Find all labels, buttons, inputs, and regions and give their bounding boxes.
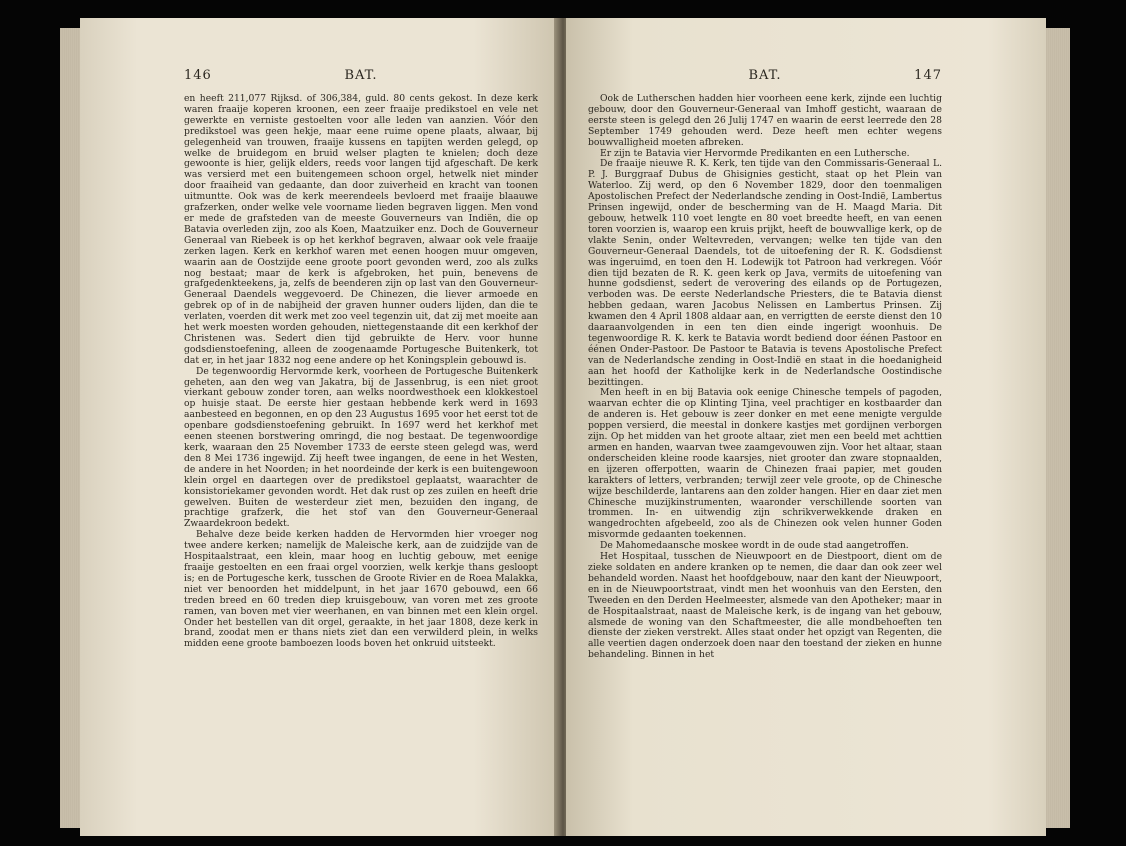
paragraph: De Mahomedaansche moskee wordt in de oude stad aangetroffen.: [600, 540, 909, 552]
page-number: 147: [914, 68, 942, 83]
left-page-header: [184, 68, 538, 88]
page-number: 146: [184, 68, 212, 83]
right-page-text: [588, 94, 942, 661]
paragraph: Behalve deze beide kerken hadden de Hervormden hier vroeger nog twee andere kerken; namelijk de Maleische kerk, aan de zuidzijde van de Hospitaalstraat, een klein, maar hoog en luchtig gebouw, met eenige fraaije gestoelten en een fraai orgel voorzien, welk kerkje thans gesloopt is; en de Portugesche kerk, tusschen de Groote Rivier en de Roea Malakka, niet ver benoorden het middelpunt, in het jaar 1670 gebouwd, een 66 treden breed en 60 treden diep kruisgebouw, van voren met zes groote ramen, van boven met vier weerhanen, en van binnen met een klein orgel. Onder het bestellen van dit orgel, geraakte, in het jaar 1808, deze kerk in brand, zoodat men er thans niets ziet dan een verwilderd plein, in welks midden eene groote bamboezen loods boven het onkruid uitsteekt.: [184, 529, 538, 650]
running-head: BAT.: [748, 68, 782, 83]
left-page: [80, 18, 560, 836]
paragraph: Ook de Lutherschen hadden hier voorheen eene kerk, zijnde een luchtig gebouw, door den Gouverneur-Generaal van Imhoff gesticht, waaraan de eerste steen is gelegd den 26 Julij 1747 en waarin de eerst leerrede den 28 September 1749 gehouden werd. Deze heeft men echter wegens bouwvalligheid moeten afbreken.: [588, 93, 942, 148]
left-page-text: [184, 94, 538, 650]
paragraph: De tegenwoordig Hervormde kerk, voorheen de Portugesche Buitenkerk geheten, aan den weg van Jakatra, bij de Jassenbrug, is een niet groot vierkant gebouw zonder toren, aan welks noordwesthoek een klokkestoel op huisje staat. De eerste hier gestaan hebbende kerk werd in 1693 aanbesteed en begonnen, en op den 23 Augustus 1695 voor het eerst tot de openbare godsdienstoefening gebruikt. In 1697 werd het kerkhof met eenen steenen borstwering omringd, die nog bestaat. De tegenwoordige kerk, waaraan den 25 November 1733 de eerste steen gelegd was, werd den 8 Mei 1736 ingewijd. Zij heeft twee ingangen, de eene in het Westen, de andere in het Noorden; in het noordeinde der kerk is een buitengewoon klein orgel en daartegen over de predikstoel geplaatst, waarachter de konsistoriekamer gevonden wordt. Het dak rust op zes zuilen en heeft drie gewelven. Buiten de westerdeur ziet men, bezuiden den ingang, de prachtige grafzerk, die het stof van den Gouverneur-Generaal Zwaardekroon bedekt.: [184, 365, 538, 530]
right-page: [566, 18, 1046, 836]
open-book: [60, 18, 1070, 836]
paragraph: en heeft 211,077 Rijksd. of 306,384, guld. 80 cents gekost. In deze kerk waren fraaije koperen kroonen, een zeer fraaije predikstoel en vele net gewerkte en verniste gestoelten voor alle leden van aanzien. Vóór den predikstoel was geen hekje, maar eene ruime opene plaats, alwaar, bij gelegenheid van trouwen, fraaije kussens en tapijten werden gelegd, op welke de bruidegom en bruid welser plagten te knielen; doch deze gewoonte is hier, gelijk elders, reeds voor langen tijd afgeschaft. De kerk was versierd met een buitengemeen schoon orgel, hetwelk niet minder door fraaiheid van gedaante, dan door zuiverheid en kracht van toonen uitmuntte. Ook was de kerk meerendeels bevloerd met fraaije blaauwe grafzerken, onder welke vele voorname lieden begraven liggen. Men vond er mede de grafsteden van de meeste Gouverneurs van Indiën, die op Batavia overleden zijn, zoo als Koen, Maatzuiker enz. Doch de Gouverneur Generaal van Riebeek is op het kerkhof begraven, alwaar ook vele fraaije zerken lagen. Kerk en kerkhof waren met eenen hoogen muur omgeven, waarin aan de Oostzijde eene groote poort gevonden werd, zoo als zulks nog bestaat; maar de kerk is afgebroken, het puin, benevens de grafgedenkteekens, ja, zelfs de beenderen zijn op last van den Gouverneur-Generaal Daendels weggevoerd. De Chinezen, die liever armoede en gebrek op of in de nabijheid der graven hunner ouders lijden, dan die te verlaten, voerden dit werk met zoo veel tegenzin uit, dat zij met moeite aan het werk moesten worden gehouden, niettegenstaande dit een kerkhof der Christenen was. Sedert dien tijd gebruikte de Herv. voor hunne godsdienstoefening, alleen de zoogenaamde Portugesche Buitenkerk, tot dat er, in het jaar 1832 nog eene andere op het Koningsplein gebouwd is.: [184, 93, 538, 366]
right-page-header: [588, 68, 942, 88]
paragraph: Men heeft in en bij Batavia ook eenige Chinesche tempels of pagoden, waarvan echter die op Klinting Tjina, veel prachtiger en kostbaarder dan de anderen is. Het gebouw is zeer donker en met eene menigte vergulde poppen versierd, die meestal in donkere kastjes met gordijnen verborgen zijn. Op het midden van het groote altaar, ziet men een beeld met achttien armen en handen, waarvan twee zaamgevouwen zijn. Voor het altaar, staan onderscheiden kleine roode kaarsjes, niet grooter dan zware stopnaalden, en ijzeren offerpotten, waarin de Chinezen fraai papier, met gouden karakters of letters, verbranden; terwijl zeer vele groote, op de Chinesche wijze beschilderde, lantarens aan den zolder hangen. Hier en daar ziet men Chinesche muzijkinstrumenten, waaronder verschillende soorten van trommen. In- en uitwendig zijn schrikverwekkende draken en wangedrochten afgebeeld, zoo als de Chinezen ook velen hunner Goden misvormde gedaanten toekennen.: [588, 387, 942, 541]
paragraph: Het Hospitaal, tusschen de Nieuwpoort en de Diestpoort, dient om de zieke soldaten en andere kranken op te nemen, die daar dan ook zeer wel behandeld worden. Naast het hoofdgebouw, naar den kant der Nieuwpoort, en in de Nieuwpoortstraat, vindt men het woonhuis van den Eersten, den Tweeden en den Derden Heelmeester, alsmede van den Apotheker; maar in de Hospitaalstraat, naast de Maleische kerk, is de ingang van het gebouw, alsmede de woning van den Schaftmeester, die alle mondbehoeften ten dienste der zieken verstrekt. Alles staat onder het opzigt van Regenten, die alle veertien dagen onderzoek doen naar den toestand der zieken en hunne behandeling. Binnen in het: [588, 551, 942, 661]
running-head: BAT.: [344, 68, 378, 83]
paragraph: Er zijn te Batavia vier Hervormde Predikanten en een Luthersche.: [600, 147, 910, 159]
paragraph: De fraaije nieuwe R. K. Kerk, ten tijde van den Commissaris-Generaal L. P. J. Burggraaf Dubus de Ghisignies gesticht, staat op het Plein van Waterloo. Zij werd, op den 6 November 1829, door den toenmaligen Apostolischen Prefect der Nederlandsche zending in Oost-Indië, Lambertus Prinsen ingewijd, onder de bescherming van de H. Maagd Maria. Dit gebouw, hetwelk 110 voet lengte en 80 voet breedte heeft, en van eenen toren voorzien is, waarop een kruis prijkt, heeft de bouwvallige kerk, op de vlakte Senin, onder Weltevreden, vervangen; welke ten tijde van den Gouverneur-Generaal Daendels, tot de uitoefening der R. K. Godsdienst was ingeruimd, en toen den H. Lodewijk tot Patroon had verkregen. Vóór dien tijd bezaten de R. K. geen kerk op Java, vermits de uitoefening van hunne godsdienst, sedert de verovering des eilands op de Portugezen, verboden was. De eerste Nederlandsche Priesters, die te Batavia dienst hebben gedaan, waren Jacobus Nelissen en Lambertus Prinsen. Zij kwamen den 4 April 1808 aldaar aan, en verrigtten de eerste dienst den 10 daaraanvolgenden in een ten dien einde ingerigt woonhuis. De tegenwoordige R. K. kerk te Batavia wordt bediend door éénen Pastoor en éénen Onder-Pastoor. De Pastoor te Batavia is tevens Apostolische Prefect van de Nederlandsche zending in Oost-Indië en staat in die hoedanigheid aan het hoofd der Katholijke kerk in de Nederlandsche Oostindische bezittingen.: [588, 158, 942, 388]
page-edges-right: [1046, 28, 1070, 828]
